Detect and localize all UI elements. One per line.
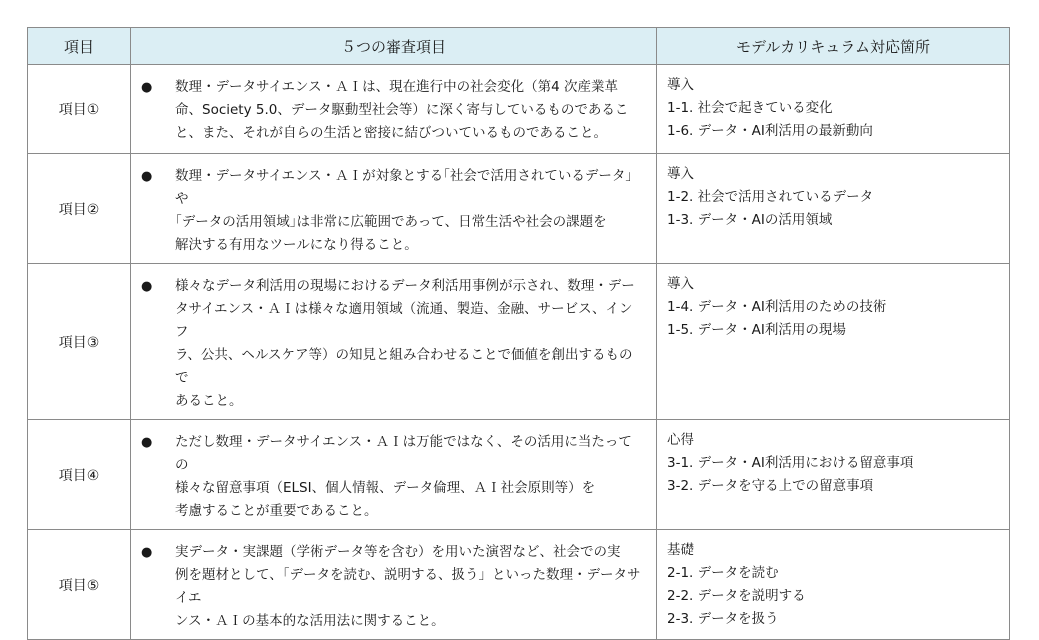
criteria-cell	[131, 530, 657, 640]
curriculum-entry: 1-6. データ・AI利活用の最新動向	[667, 123, 873, 139]
bullet-icon: ●	[141, 80, 153, 95]
criteria-text: 数理・データサイエンス・ＡＩが対象とする｢社会で活用されているデータ｣や ｢データの活用領域｣は非常に広範囲であって、日常生活や社会の課題を 解決する有用なツールになり得ること。	[175, 168, 633, 253]
header-row	[28, 28, 1010, 65]
item-label: 項目③	[28, 264, 131, 420]
curriculum-entry: 1-4. データ・AI利活用のための技術	[667, 299, 887, 315]
curriculum-entry: 1-3. データ・AIの活用領域	[667, 212, 833, 228]
criteria-text: 実データ・実課題（学術データ等を含む）を用いた演習など、社会での実 例を題材として、「データを読む、説明する、扱う」といった数理・データサイエ ンス・ＡＩの基本的な活用法に関すること。	[175, 544, 641, 629]
bullet-icon: ●	[141, 169, 153, 184]
header-item: 項目	[28, 28, 131, 65]
table-row	[28, 530, 1010, 640]
curriculum-cell	[657, 154, 1010, 264]
curriculum-cell	[657, 264, 1010, 420]
curriculum-cell	[657, 65, 1010, 154]
bullet-icon: ●	[141, 279, 153, 294]
header-curriculum: モデルカリキュラム対応箇所	[657, 28, 1010, 65]
item-label: 項目⑤	[28, 530, 131, 640]
curriculum-category: 心得	[667, 432, 694, 448]
criteria-cell	[131, 154, 657, 264]
table-row	[28, 154, 1010, 264]
criteria-text: 様々なデータ利活用の現場におけるデータ利活用事例が示され、数理・デー タサイエンス・ＡＩは様々な適用領域（流通、製造、金融、サービス、インフ ラ、公共、ヘルスケア等）の知見と組み合わせることで価値を創出するもので あること。	[175, 278, 635, 409]
curriculum-cell	[657, 420, 1010, 530]
item-label: 項目④	[28, 420, 131, 530]
criteria-text: ただし数理・データサイエンス・ＡＩは万能ではなく、その活用に当たっての 様々な留意事項（ELSI、個人情報、データ倫理、ＡＩ社会原則等）を 考慮することが重要であること。	[175, 434, 632, 519]
curriculum-category: 基礎	[667, 542, 694, 558]
criteria-cell	[131, 420, 657, 530]
curriculum-category: 導入	[667, 77, 694, 93]
curriculum-entry: 2-3. データを扱う	[667, 611, 779, 627]
criteria-cell	[131, 65, 657, 154]
curriculum-entry: 2-2. データを説明する	[667, 588, 806, 604]
review-criteria-table	[27, 27, 1010, 640]
curriculum-entry: 3-2. データを守る上での留意事項	[667, 478, 874, 494]
bullet-icon: ●	[141, 545, 153, 560]
curriculum-entry: 1-1. 社会で起きている変化	[667, 100, 833, 116]
item-label: 項目②	[28, 154, 131, 264]
table-row	[28, 65, 1010, 154]
curriculum-category: 導入	[667, 166, 694, 182]
curriculum-entry: 1-5. データ・AI利活用の現場	[667, 322, 846, 338]
criteria-cell	[131, 264, 657, 420]
curriculum-entry: 2-1. データを読む	[667, 565, 779, 581]
curriculum-entry: 3-1. データ・AI利活用における留意事項	[667, 455, 914, 471]
header-criteria: ５つの審査項目	[131, 28, 657, 65]
curriculum-cell	[657, 530, 1010, 640]
criteria-text: 数理・データサイエンス・ＡＩは、現在進行中の社会変化（第4 次産業革 命、Society 5.0、データ駆動型社会等）に深く寄与しているものであるこ と、また、それが自らの生活と密接に結びついているものであること。	[175, 79, 629, 141]
bullet-icon: ●	[141, 435, 153, 450]
curriculum-entry: 1-2. 社会で活用されているデータ	[667, 189, 874, 205]
table-row	[28, 264, 1010, 420]
item-label: 項目①	[28, 65, 131, 154]
table-row	[28, 420, 1010, 530]
curriculum-category: 導入	[667, 276, 694, 292]
